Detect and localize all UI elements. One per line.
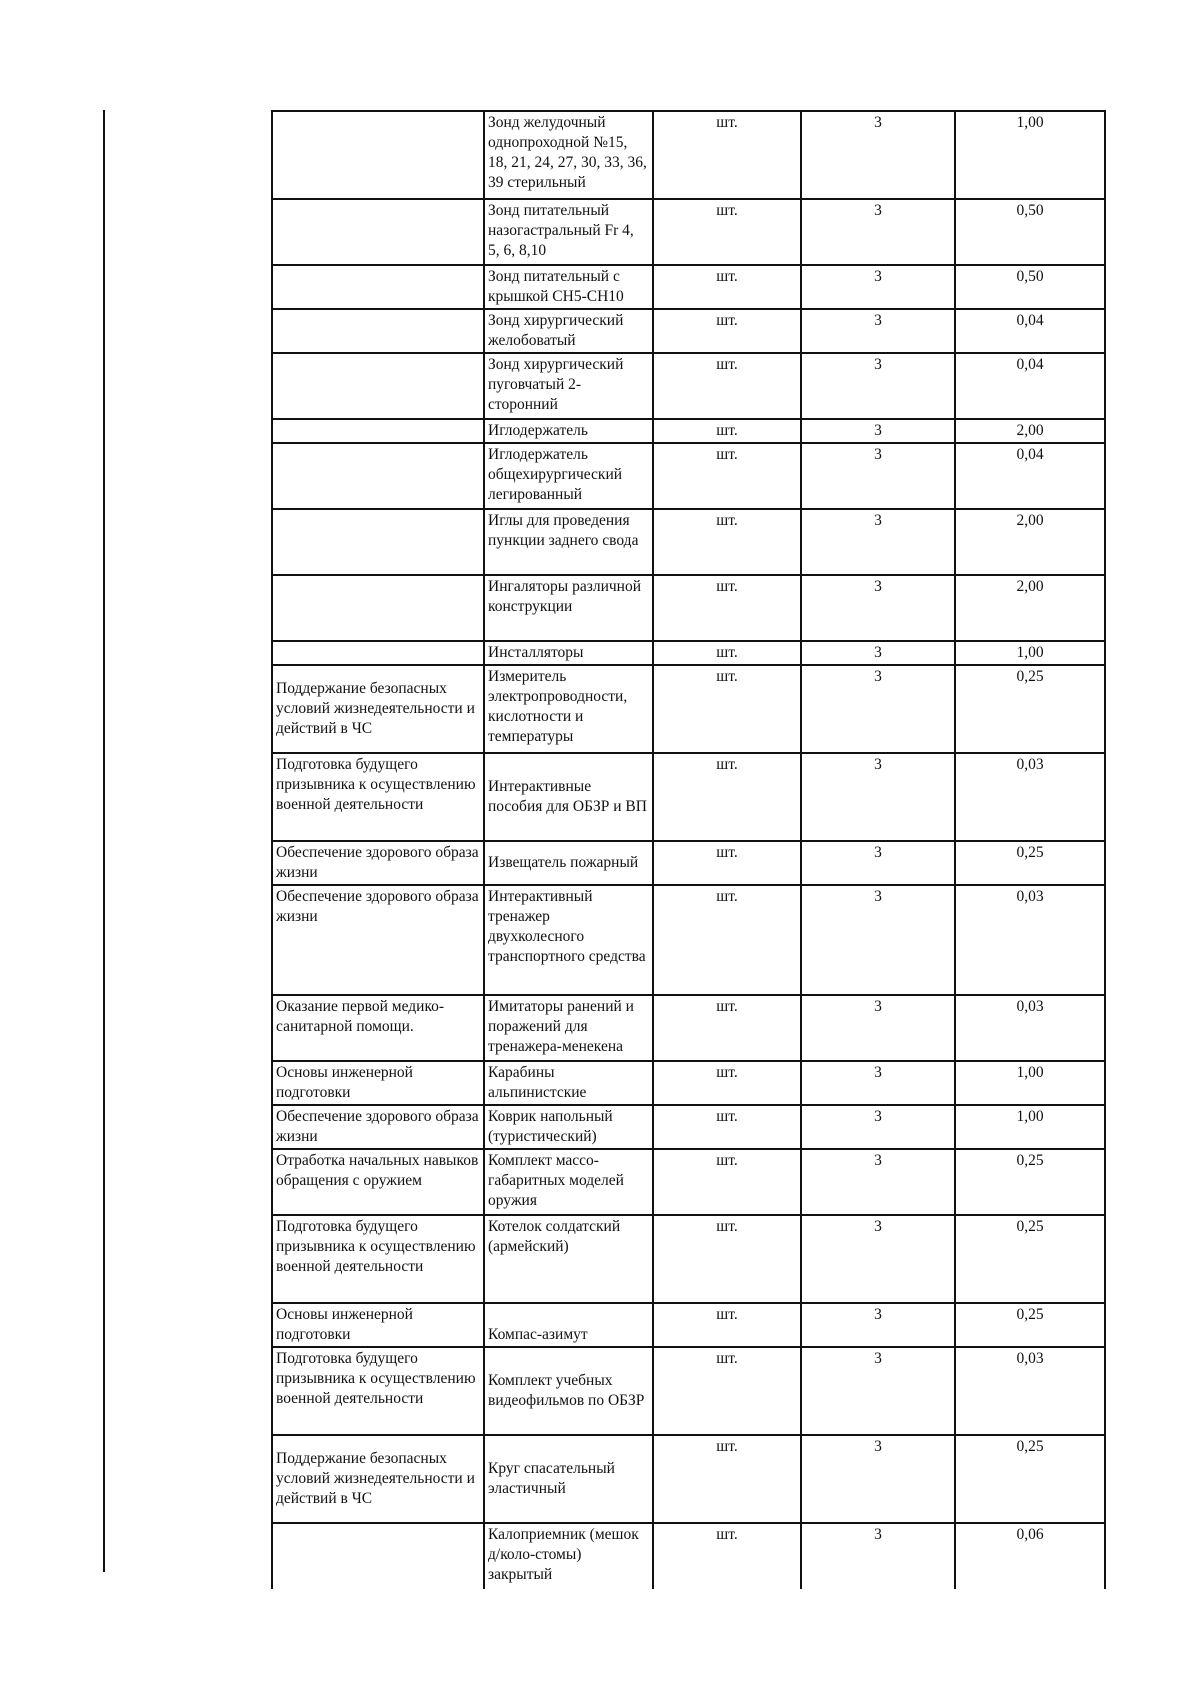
value-cell: 0,04 [955,353,1105,419]
unit-cell: шт. [653,1523,801,1589]
table-row [272,419,1105,443]
item-cell: Интерактивный тренажер двухколесного транспортного средства [484,885,653,995]
value-cell: 0,03 [955,995,1105,1061]
item-cell: Иглы для проведения пункции заднего свода [484,509,653,575]
quantity-cell: 3 [801,995,955,1061]
value-cell: 0,03 [955,885,1105,995]
table-row [272,575,1105,641]
item-cell: Комплект учебных видеофильмов по ОБЗР [484,1347,653,1435]
table-row [272,1303,1105,1347]
quantity-cell: 3 [801,199,955,265]
quantity-cell: 3 [801,575,955,641]
table-row [272,509,1105,575]
quantity-cell: 3 [801,1523,955,1589]
unit-cell: шт. [653,111,801,199]
section-cell [272,265,484,309]
value-cell: 0,25 [955,1303,1105,1347]
unit-cell: шт. [653,641,801,665]
quantity-cell: 3 [801,1061,955,1105]
item-cell: Зонд хирургический желобоватый [484,309,653,353]
item-cell: Зонд желудочный однопроходной №15, 18, 21, 24, 27, 30, 33, 36, 39 стерильный [484,111,653,199]
table-row [272,841,1105,885]
table-row [272,1523,1105,1589]
unit-cell: шт. [653,1061,801,1105]
table-row [272,199,1105,265]
table-row [272,443,1105,509]
item-cell: Имитаторы ранений и поражений для тренажера-менекена [484,995,653,1061]
quantity-cell: 3 [801,443,955,509]
value-cell: 0,06 [955,1523,1105,1589]
unit-cell: шт. [653,1347,801,1435]
quantity-cell: 3 [801,753,955,841]
unit-cell: шт. [653,995,801,1061]
section-cell [272,199,484,265]
item-cell: Инсталляторы [484,641,653,665]
section-cell [272,575,484,641]
value-cell: 0,03 [955,753,1105,841]
section-cell [272,309,484,353]
item-cell: Измеритель электропроводности, кислотности и температуры [484,665,653,753]
table-row [272,641,1105,665]
item-cell: Зонд хирургический пуговчатый 2-сторонний [484,353,653,419]
item-cell: Карабины альпинистские [484,1061,653,1105]
quantity-cell: 3 [801,885,955,995]
table-row [272,1149,1105,1215]
quantity-cell: 3 [801,1105,955,1149]
unit-cell: шт. [653,753,801,841]
section-cell [272,509,484,575]
section-cell: Поддержание безопасных условий жизнедеятельности и действий в ЧС [272,1435,484,1523]
item-cell: Извещатель пожарный [484,841,653,885]
value-cell: 0,25 [955,841,1105,885]
inventory-table [271,110,1106,1589]
quantity-cell: 3 [801,841,955,885]
value-cell: 0,04 [955,443,1105,509]
value-cell: 0,03 [955,1347,1105,1435]
section-cell: Подготовка будущего призывника к осуществлению военной деятельности [272,753,484,841]
quantity-cell: 3 [801,265,955,309]
section-cell: Подготовка будущего призывника к осуществлению военной деятельности [272,1215,484,1303]
unit-cell: шт. [653,1105,801,1149]
value-cell: 0,50 [955,265,1105,309]
table-row [272,885,1105,995]
value-cell: 1,00 [955,641,1105,665]
unit-cell: шт. [653,353,801,419]
value-cell: 0,04 [955,309,1105,353]
item-cell: Комплект массо-габаритных моделей оружия [484,1149,653,1215]
table-row [272,1215,1105,1303]
quantity-cell: 3 [801,509,955,575]
quantity-cell: 3 [801,419,955,443]
section-cell: Оказание первой медико-санитарной помощи. [272,995,484,1061]
value-cell: 2,00 [955,575,1105,641]
item-cell: Иглодержатель [484,419,653,443]
quantity-cell: 3 [801,1303,955,1347]
value-cell: 0,50 [955,199,1105,265]
unit-cell: шт. [653,665,801,753]
value-cell: 2,00 [955,419,1105,443]
quantity-cell: 3 [801,1149,955,1215]
table-row [272,309,1105,353]
unit-cell: шт. [653,1215,801,1303]
table-row [272,1061,1105,1105]
value-cell: 2,00 [955,509,1105,575]
quantity-cell: 3 [801,641,955,665]
section-cell [272,111,484,199]
table-row [272,753,1105,841]
section-cell: Основы инженерной подготовки [272,1303,484,1347]
unit-cell: шт. [653,885,801,995]
section-cell: Обеспечение здорового образа жизни [272,885,484,995]
item-cell: Зонд питательный назогастральный Fr 4, 5, 6, 8,10 [484,199,653,265]
item-cell: Круг спасательный эластичный [484,1435,653,1523]
quantity-cell: 3 [801,665,955,753]
item-cell: Калоприемник (мешок д/коло-стомы) закрытый [484,1523,653,1589]
quantity-cell: 3 [801,1347,955,1435]
unit-cell: шт. [653,841,801,885]
table-row [272,265,1105,309]
table-row [272,665,1105,753]
section-cell [272,353,484,419]
left-margin-rule [103,110,105,1572]
unit-cell: шт. [653,309,801,353]
section-cell [272,443,484,509]
table-row [272,353,1105,419]
section-cell [272,1523,484,1589]
section-cell: Отработка начальных навыков обращения с оружием [272,1149,484,1215]
unit-cell: шт. [653,419,801,443]
value-cell: 1,00 [955,1105,1105,1149]
item-cell: Иглодержатель общехирургический легированный [484,443,653,509]
value-cell: 0,25 [955,1435,1105,1523]
table-row [272,1105,1105,1149]
value-cell: 0,25 [955,665,1105,753]
quantity-cell: 3 [801,111,955,199]
unit-cell: шт. [653,1303,801,1347]
item-cell: Коврик напольный (туристический) [484,1105,653,1149]
table-row [272,1435,1105,1523]
unit-cell: шт. [653,265,801,309]
section-cell: Обеспечение здорового образа жизни [272,841,484,885]
section-cell: Подготовка будущего призывника к осуществлению военной деятельности [272,1347,484,1435]
unit-cell: шт. [653,575,801,641]
item-cell: Интерактивные пособия для ОБЗР и ВП [484,753,653,841]
value-cell: 0,25 [955,1215,1105,1303]
section-cell [272,419,484,443]
unit-cell: шт. [653,1435,801,1523]
item-cell: Зонд питательный с крышкой CH5-CH10 [484,265,653,309]
quantity-cell: 3 [801,1215,955,1303]
table-row [272,111,1105,199]
unit-cell: шт. [653,199,801,265]
item-cell: Ингаляторы различной конструкции [484,575,653,641]
unit-cell: шт. [653,443,801,509]
value-cell: 0,25 [955,1149,1105,1215]
value-cell: 1,00 [955,1061,1105,1105]
item-cell: Котелок солдатский (армейский) [484,1215,653,1303]
unit-cell: шт. [653,1149,801,1215]
section-cell [272,641,484,665]
table-row [272,995,1105,1061]
unit-cell: шт. [653,509,801,575]
section-cell: Основы инженерной подготовки [272,1061,484,1105]
quantity-cell: 3 [801,309,955,353]
item-cell: Компас-азимут [484,1303,653,1347]
table-row [272,1347,1105,1435]
quantity-cell: 3 [801,353,955,419]
value-cell: 1,00 [955,111,1105,199]
section-cell: Обеспечение здорового образа жизни [272,1105,484,1149]
quantity-cell: 3 [801,1435,955,1523]
section-cell: Поддержание безопасных условий жизнедеятельности и действий в ЧС [272,665,484,753]
